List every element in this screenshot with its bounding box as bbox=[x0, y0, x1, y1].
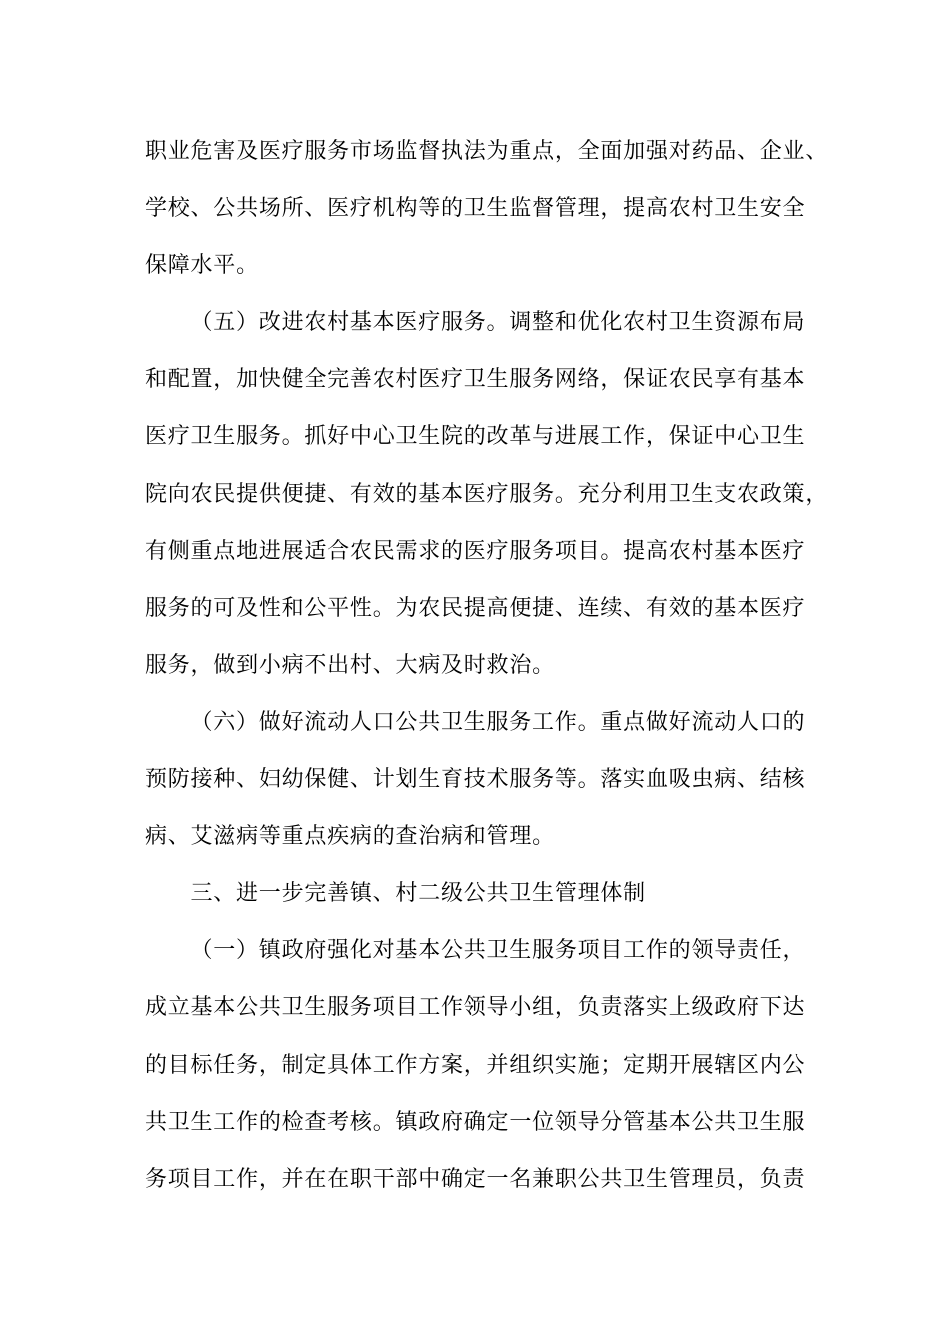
document-body bbox=[145, 123, 865, 1208]
text-line: 的目标任务，制定具体工作方案，并组织实施；定期开展辖区内公 bbox=[145, 1052, 806, 1078]
text-line: 服务，做到小病不出村、大病及时救治。 bbox=[145, 652, 555, 678]
text-line: 职业危害及医疗服务市场监督执法为重点，全面加强对药品、企业、 bbox=[145, 139, 829, 164]
text-line: （一）镇政府强化对基本公共卫生服务项目工作的领导责任， bbox=[190, 938, 806, 964]
text-line: 病、艾滋病等重点疾病的查治病和管理。 bbox=[145, 824, 555, 850]
text-line: 医疗卫生服务。抓好中心卫生院的改革与进展工作，保证中心卫生 bbox=[145, 424, 806, 450]
text-line: 保障水平。 bbox=[145, 253, 259, 279]
text-line: 有侧重点地进展适合农民需求的医疗服务项目。提高农村基本医疗 bbox=[145, 538, 806, 564]
text-line: 服务的可及性和公平性。为农民提高便捷、连续、有效的基本医疗 bbox=[145, 595, 806, 621]
text-line: （六）做好流动人口公共卫生服务工作。重点做好流动人口的 bbox=[190, 709, 806, 735]
paragraph-item-one bbox=[145, 922, 865, 1207]
text-line: 学校、公共场所、医疗机构等的卫生监督管理，提高农村卫生安全 bbox=[145, 196, 806, 222]
paragraph-continuation bbox=[145, 123, 865, 294]
paragraph-item-six bbox=[145, 694, 865, 865]
section-heading bbox=[145, 865, 865, 922]
text-line: 务项目工作，并在在职干部中确定一名兼职公共卫生管理员，负责 bbox=[145, 1166, 806, 1192]
text-line: 成立基本公共卫生服务项目工作领导小组，负责落实上级政府下达 bbox=[145, 995, 806, 1021]
text-line: （五）改进农村基本医疗服务。调整和优化农村卫生资源布局 bbox=[190, 310, 806, 336]
text-line: 预防接种、妇幼保健、计划生育技术服务等。落实血吸虫病、结核 bbox=[145, 767, 806, 793]
text-line: 院向农民提供便捷、有效的基本医疗服务。充分利用卫生支农政策， bbox=[145, 481, 829, 507]
text-line: 共卫生工作的检查考核。镇政府确定一位领导分管基本公共卫生服 bbox=[145, 1109, 806, 1135]
text-line: 和配置，加快健全完善农村医疗卫生服务网络，保证农民享有基本 bbox=[145, 367, 806, 393]
section-heading-text: 三、进一步完善镇、村二级公共卫生管理体制 bbox=[190, 881, 646, 907]
paragraph-item-five bbox=[145, 294, 865, 694]
